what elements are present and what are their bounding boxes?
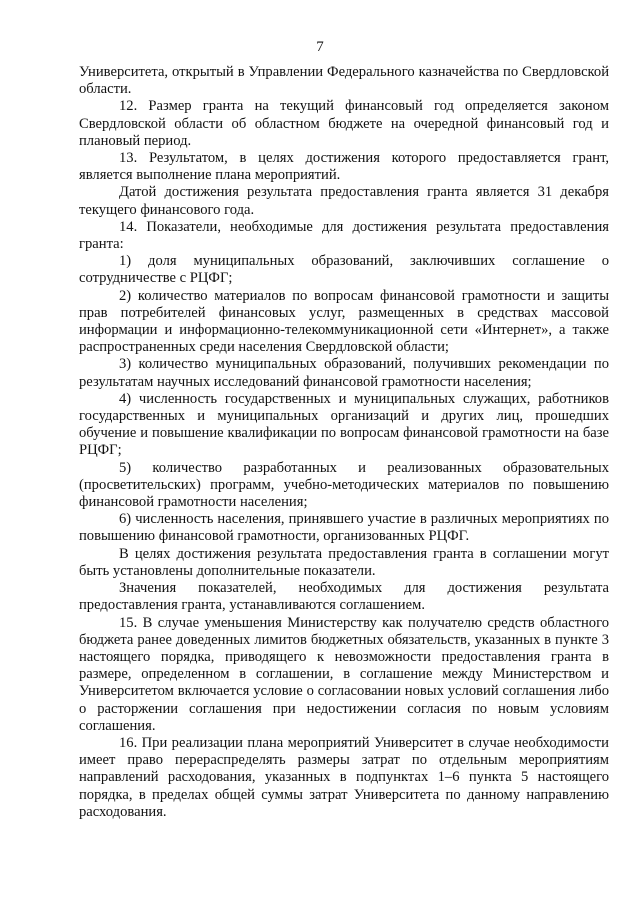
indicator-item-4: 4) численность государственных и муниципальных служащих, работников государственных и муниципальных организаций и других лиц, прошедших обучение и повышение квалификации по вопросам финансовой грамотности на базе РЦФГ; <box>79 390 609 459</box>
paragraph-16-redistribution: 16. При реализации плана мероприятий Университет в случае необходимости имеет право перераспределять размеры затрат по отдельным мероприятиям направлений расходования, указанных в подпунктах 1–6 пункта 5 настоящего порядка, в пределах общей суммы затрат Университета по данному направлению расходования. <box>79 734 609 820</box>
page-number: 7 <box>316 39 324 55</box>
paragraph-continuation: Университета, открытый в Управлении Федерального казначейства по Свердловской области. <box>79 64 609 98</box>
indicator-item-2: 2) количество материалов по вопросам финансовой грамотности и защиты прав потребителей финансовых услуг, размещенных в средствах массовой информации и информационно-телекоммуникационной сети «Интернет», а также распространенных среди населения Свердловской области; <box>79 287 609 356</box>
paragraph-15-limits-reduction: 15. В случае уменьшения Министерству как получателю средств областного бюджета ранее доведенных лимитов бюджетных обязательств, указанных в пункте 3 настоящего порядка, приводящего к невозможности предоставления гранта в размере, определенном в соглашении, в соглашение между Министерством и Университетом включается условие о согласовании новых условий соглашения либо о расторжении соглашения при недостижении согласия по новым условиям соглашения. <box>79 614 609 734</box>
indicator-item-5: 5) количество разработанных и реализованных образовательных (просветительских) программ, учебно-методических материалов по повышению финансовой грамотности населения; <box>79 459 609 511</box>
paragraph-result-date: Датой достижения результата предоставления гранта является 31 декабря текущего финансового года. <box>79 184 609 218</box>
paragraph-additional-indicators: В целях достижения результата предоставления гранта в соглашении могут быть установлены дополнительные показатели. <box>79 545 609 579</box>
indicator-item-6: 6) численность населения, принявшего участие в различных мероприятиях по повышению финансовой грамотности, организованных РЦФГ. <box>79 511 609 545</box>
paragraph-13-result: 13. Результатом, в целях достижения которого предоставляется грант, является выполнение плана мероприятий. <box>79 150 609 184</box>
paragraph-14-indicators: 14. Показатели, необходимые для достижения результата предоставления гранта: <box>79 218 609 253</box>
paragraph-12-grant-size: 12. Размер гранта на текущий финансовый год определяется законом Свердловской области об областном бюджете на очередной финансовый год и плановый период. <box>79 98 609 149</box>
paragraph-indicator-values: Значения показателей, необходимых для достижения результата предоставления гранта, устанавливаются соглашением. <box>79 580 609 614</box>
document-body <box>79 64 609 821</box>
indicator-item-1: 1) доля муниципальных образований, заключивших соглашение о сотрудничестве с РЦФГ; <box>79 253 609 287</box>
indicator-item-3: 3) количество муниципальных образований, получивших рекомендации по результатам научных исследований финансовой грамотности населения; <box>79 356 609 390</box>
